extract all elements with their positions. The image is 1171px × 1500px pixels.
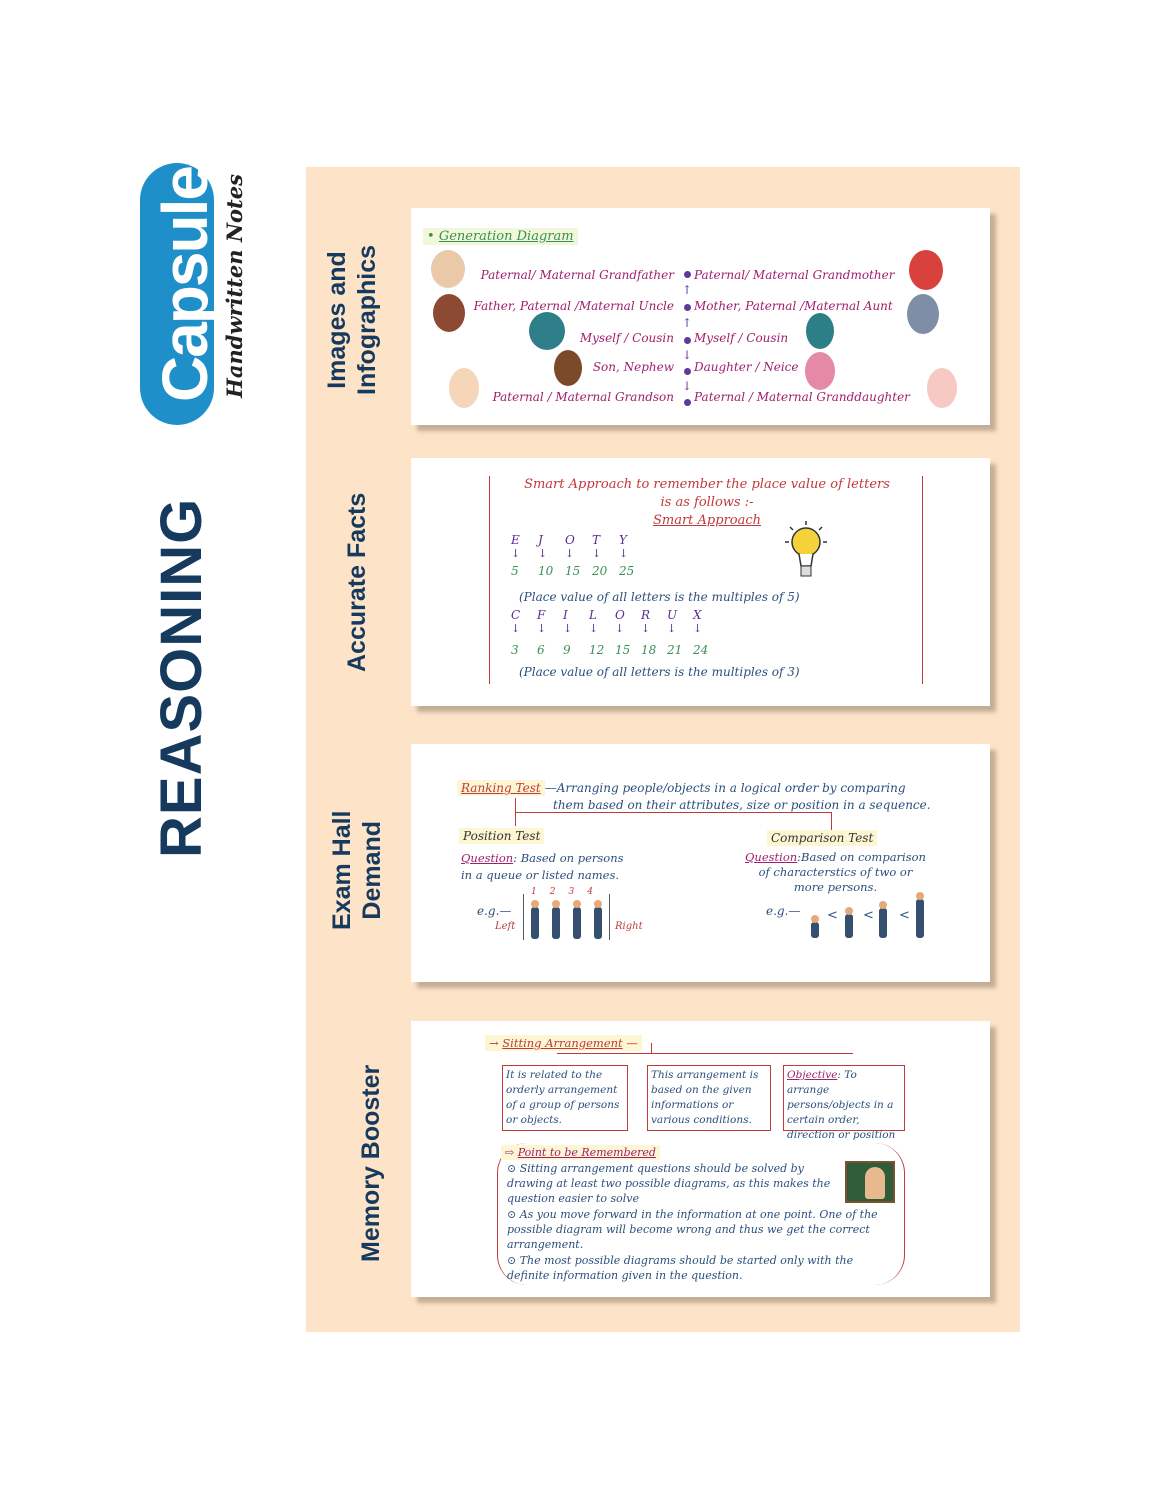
comparison-test-title: Comparison Test xyxy=(767,830,877,846)
ranking-test-definition: Ranking Test —Arranging people/objects in a logical order by comparing them based on their attributes, size or position in a sequence. xyxy=(457,780,931,814)
queue-right-bar xyxy=(609,894,610,940)
grandmother-avatar xyxy=(909,250,943,290)
remember-point-1: ⊙ Sitting arrangement questions should be solved by drawing at least two possible diagrams, as this makes the question easier to solve xyxy=(507,1162,831,1205)
remember-point-3: ⊙ The most possible diagrams should be started only with the definite information given in the question. xyxy=(507,1254,854,1282)
mother-avatar xyxy=(907,294,939,334)
letter-set-5: E J O T Y ↓ ↓ ↓ ↓ ↓ 5 10 15 20 25 xyxy=(511,533,635,578)
letter-set-3: C F I L O R U X ↓ ↓ ↓ ↓ ↓ ↓ ↓ ↓ 3 6 9 12 15 18 21 24 xyxy=(511,608,709,657)
definition-box: It is related to the orderly arrangement of a group of persons or objects. xyxy=(502,1065,628,1131)
generation-dot xyxy=(684,271,691,278)
remember-point-2: ⊙ As you move forward in the information at one point. One of the possible diagram will become wrong and thus we get the correct arrangement. xyxy=(507,1208,878,1251)
sitting-arrangement-topic: → Sitting Arrangement — xyxy=(485,1035,642,1051)
generation-center-line: ↑ ↑ ↓ ↓ xyxy=(682,269,692,406)
grandfather-avatar xyxy=(431,250,465,288)
person-figure-tallest xyxy=(916,899,924,938)
multiples-of-5-note: (Place value of all letters is the multiples of 5) xyxy=(519,590,800,604)
tagline: Handwritten Notes xyxy=(222,174,247,398)
father-avatar xyxy=(433,294,465,332)
position-test-question: Question: Based on persons in a queue or listed names. xyxy=(461,851,624,882)
ranking-test-topic: Ranking Test xyxy=(457,780,545,796)
queue-left-bar xyxy=(523,894,524,940)
remember-title: ⇨ Point to be Remembered xyxy=(501,1145,660,1160)
less-than-symbol: < xyxy=(827,908,838,923)
position-test-title: Position Test xyxy=(459,828,544,844)
person-figure xyxy=(573,907,581,939)
generation-dot xyxy=(684,304,691,311)
section-label-memory-booster: Memory Booster xyxy=(357,1064,385,1262)
generation-dot xyxy=(684,337,691,344)
right-label: Right xyxy=(615,921,643,932)
basis-box: This arrangement is based on the given informations or various conditions. xyxy=(647,1065,771,1131)
left-generation-column: Paternal/ Maternal Grandfather Father, Paternal /Maternal Uncle Myself / Cousin Son, Nephew Paternal / Maternal Grandson xyxy=(473,268,674,404)
left-label: Left xyxy=(495,921,516,932)
position-eg: e.g.— xyxy=(477,904,512,918)
card-sitting-arrangement xyxy=(411,1021,990,1297)
section-label-exam-hall-demand: Exam Hall Demand xyxy=(328,810,386,930)
comparison-eg: e.g.— xyxy=(766,904,801,918)
objective-box: Objective: To arrange persons/objects in a certain order, direction or position xyxy=(783,1065,905,1131)
smart-approach-intro: Smart Approach to remember the place value of letters is as follows :- Smart Approach xyxy=(489,476,925,530)
generation-dot xyxy=(684,399,691,406)
person-figure-medium xyxy=(845,914,853,938)
capsule-logo-text: Capsule xyxy=(149,167,221,402)
subject-title: REASONING xyxy=(149,497,214,858)
card-accurate-facts xyxy=(411,458,990,706)
less-than-symbol: < xyxy=(899,908,910,923)
queue-numbers: 1 2 3 4 xyxy=(531,887,593,897)
card-generation-diagram xyxy=(411,208,990,425)
connector-line xyxy=(651,1043,652,1053)
person-figure xyxy=(552,907,560,939)
connector-line xyxy=(831,812,832,830)
less-than-symbol: < xyxy=(863,908,874,923)
section-label-accurate-facts: Accurate Facts xyxy=(343,492,371,672)
brain-lightbulb-icon xyxy=(783,520,829,582)
person-figure xyxy=(594,907,602,939)
connector-line xyxy=(515,812,831,813)
connector-line xyxy=(557,1053,853,1054)
person-figure-short xyxy=(811,922,819,938)
person-figure xyxy=(531,907,539,939)
card-ranking-test xyxy=(411,744,990,982)
section-label-images-infographics: Images and Infographics xyxy=(323,244,381,395)
comparison-test-question: Question:Based on comparison of characterstics of two or more persons. xyxy=(745,850,926,894)
generation-dot xyxy=(684,368,691,375)
person-figure-tall xyxy=(879,908,887,938)
right-generation-column: Paternal/ Maternal Grandmother Mother, Paternal /Maternal Aunt Myself / Cousin Daughter / Neice Paternal / Maternal Granddaughter xyxy=(694,268,910,404)
multiples-of-3-note: (Place value of all letters is the multiples of 3) xyxy=(519,665,800,679)
smart-approach-heading: Smart Approach xyxy=(652,513,762,528)
generation-diagram-title: • Generation Diagram xyxy=(423,228,578,245)
teacher-blackboard-icon xyxy=(845,1161,895,1203)
granddaughter-baby-avatar xyxy=(927,368,957,408)
